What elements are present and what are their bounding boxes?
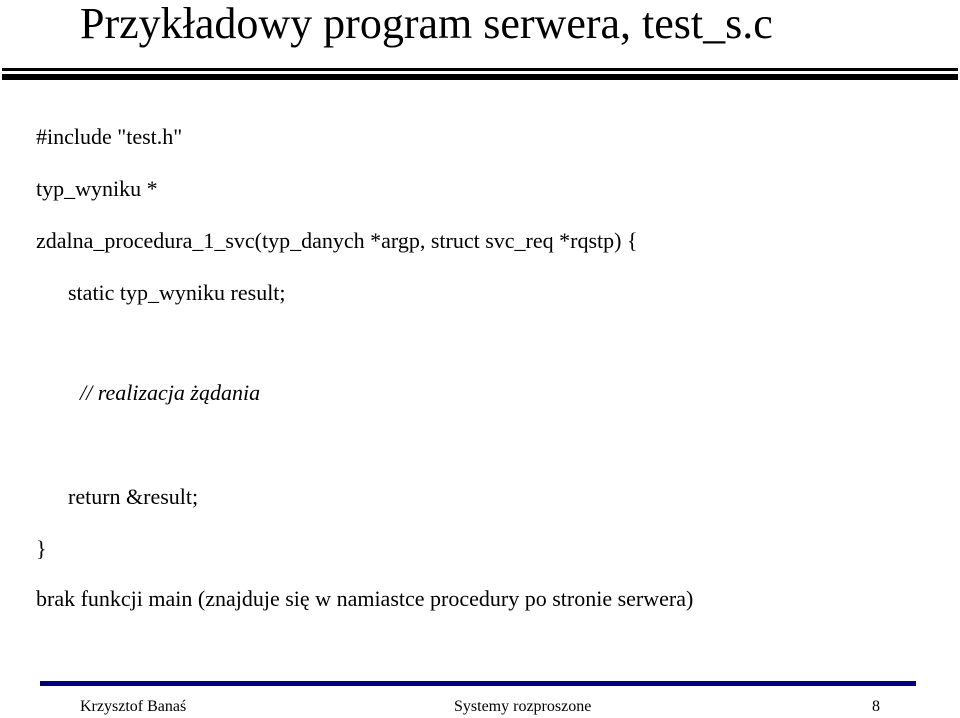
signature-line: zdalna_procedura_1_svc(typ_danych *argp, struct svc_req *rqstp) { xyxy=(36,228,638,253)
title-divider-thin xyxy=(2,68,958,71)
slide-title: Przykładowy program serwera, test_s.c xyxy=(80,0,773,48)
footer-author: Krzysztof Banaś xyxy=(80,698,187,715)
title-divider-thick xyxy=(2,74,958,80)
closing-brace-line: } xyxy=(36,536,47,561)
static-declaration-line: static typ_wyniku result; xyxy=(68,280,286,305)
footer-page-number: 8 xyxy=(872,698,880,715)
return-type-line: typ_wyniku * xyxy=(36,176,158,201)
comment-line: // realizacja żądania xyxy=(80,380,261,405)
include-line: #include "test.h" xyxy=(36,124,183,149)
footer-course: Systemy rozproszone xyxy=(454,698,592,715)
note-line: brak funkcji main (znajduje się w namiastce procedury po stronie serwera) xyxy=(36,586,694,611)
return-statement-line: return &result; xyxy=(68,484,199,509)
footer-divider xyxy=(40,681,916,686)
